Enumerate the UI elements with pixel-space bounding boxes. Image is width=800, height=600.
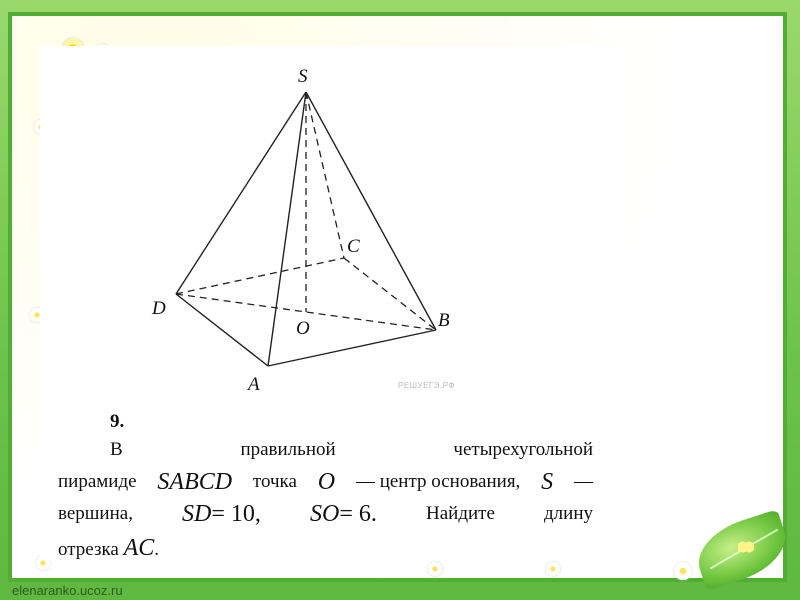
edge-DC [176,258,344,294]
word: — центр основания, [355,471,521,492]
word: четырехугольной [453,439,593,460]
vertex-label-C: C [347,236,360,257]
word: вершина, [58,503,133,524]
word: отрезка [58,539,119,560]
math-pyramid-name: SABCD [157,469,233,495]
edge-SC [306,92,344,258]
watermark: РЕШУЕГЭ.РФ [398,381,456,390]
problem-number: 9. [110,411,125,432]
problem-line-2 [58,466,593,498]
math-SD-value: = 10, [211,501,261,527]
word: В [110,439,123,460]
edge-AB [268,330,436,366]
math-SD: SD [182,501,212,527]
period: . [154,539,160,560]
problem-line-1 [58,434,593,466]
word: точка [252,471,297,492]
vertex-label-B: B [438,310,450,331]
site-url: elenaranko.ucoz.ru [12,583,123,598]
flower-icon [674,562,692,580]
word: — [574,471,593,492]
math-point-S: S [541,469,554,495]
butterfly-icon [738,540,754,554]
math-point-O: O [317,469,336,495]
math-AC: AC [123,535,155,561]
problem-text [58,410,593,566]
math-SO-value: = 6. [339,501,377,527]
vertex-label-A: A [248,374,260,395]
word: пирамиде [58,471,137,492]
math-SO: SO [310,501,340,527]
edge-SB [306,92,436,330]
word: длину [544,503,593,524]
problem-line-3 [58,498,593,532]
vertex-label-S: S [298,66,308,87]
word: Найдите [426,503,495,524]
problem-line-4 [58,532,593,566]
edge-SD [176,92,306,294]
word: правильной [240,439,336,460]
vertex-label-O: O [296,318,310,339]
vertex-label-D: D [152,298,166,319]
pyramid-diagram [140,62,480,402]
